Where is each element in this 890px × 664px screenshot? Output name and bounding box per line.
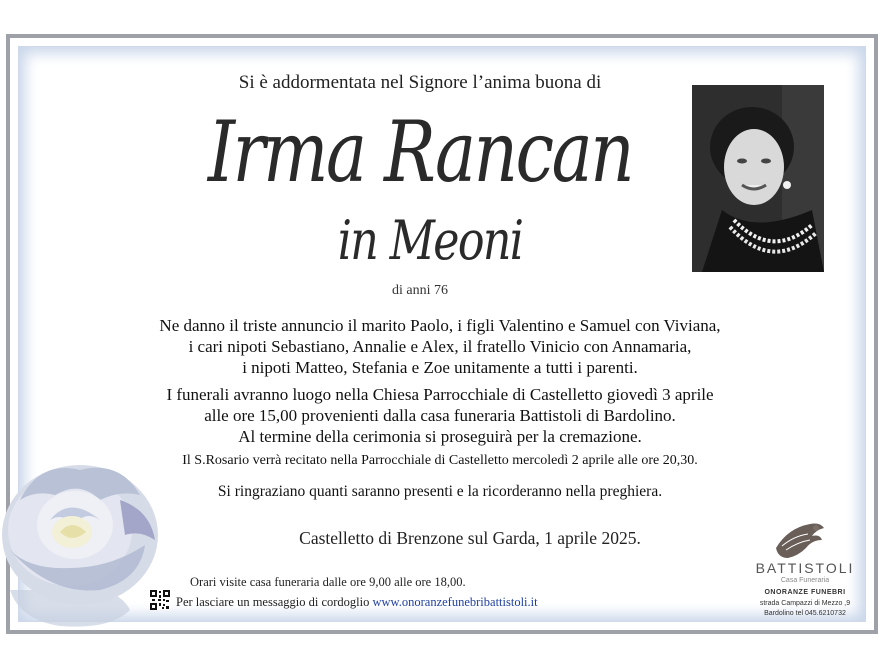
- portrait-image: [692, 85, 824, 272]
- brand-phone: Bardolino tel 045.6210732: [764, 610, 846, 617]
- visit-hours: Orari visite casa funeraria dalle ore 9,00 alle ore 18,00.: [190, 575, 466, 589]
- age-text: di anni 76: [392, 283, 448, 298]
- condolence-message: [176, 595, 538, 610]
- announcement-paragraph: [80, 315, 800, 378]
- qr-code-graphic: [150, 590, 170, 610]
- angel-logo: [768, 518, 828, 560]
- intro-text: Si è addormentata nel Signore l’anima buona di: [238, 72, 602, 93]
- funeral-paragraph: [80, 384, 800, 447]
- rose-illustration: [0, 440, 165, 630]
- brand-subtitle: Casa Funeraria: [780, 577, 830, 584]
- rosary-text: Il S.Rosario verrà recitato nella Parrocchiale di Castelletto mercoledì 2 aprile alle ore 20,30.: [182, 453, 698, 468]
- thanks-text: Si ringraziano quanti saranno presenti e la ricorderanno nella preghiera.: [217, 483, 663, 500]
- funeral-line: I funerali avranno luogo nella Chiesa Parrocchiale di Castelletto giovedì 3 aprile: [166, 385, 714, 404]
- brand-name: BATTISTOLI: [755, 560, 855, 576]
- funeral-line: Al termine della cerimonia si proseguirà per la cremazione.: [238, 427, 642, 446]
- brand-address: strada Campazzi di Mezzo ,9: [759, 600, 851, 607]
- funeral-line: alle ore 15,00 provenienti dalla casa funeraria Battistoli di Bardolino.: [204, 406, 676, 425]
- announcement-line: i nipoti Matteo, Stefania e Zoe unitamente a tutti i parenti.: [242, 358, 638, 377]
- rose-image: [0, 440, 165, 630]
- website-link[interactable]: www.onoranzefunebribattistoli.it: [372, 595, 538, 609]
- condolence-prefix: Per lasciare un messaggio di cordoglio: [176, 595, 373, 609]
- angel-logo-graphic: [768, 518, 828, 560]
- married-name: in Meoni: [337, 209, 523, 272]
- qr-code-icon[interactable]: [150, 590, 170, 610]
- brand-service: ONORANZE FUNEBRI: [764, 589, 846, 596]
- place-date: Castelletto di Brenzone sul Garda, 1 aprile 2025.: [299, 528, 641, 548]
- announcement-line: Ne danno il triste annuncio il marito Paolo, i figli Valentino e Samuel con Viviana,: [159, 316, 721, 335]
- deceased-name: Irma Rancan: [207, 103, 633, 201]
- portrait-photo: [692, 85, 824, 272]
- announcement-line: i cari nipoti Sebastiano, Annalie e Alex, il fratello Vinicio con Annamaria,: [188, 337, 692, 356]
